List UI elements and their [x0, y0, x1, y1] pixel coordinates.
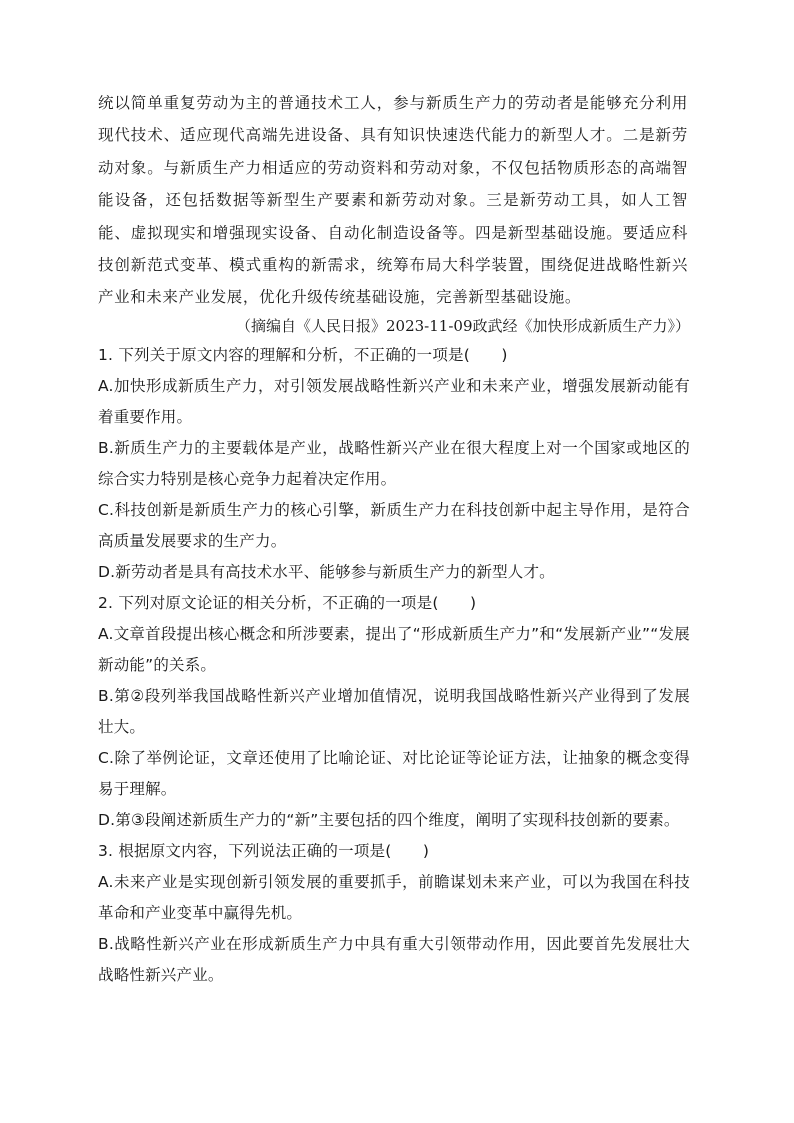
question-list [98, 340, 690, 991]
option-d: D.新劳动者是具有高技术水平、能够参与新质生产力的新型人才。 [98, 563, 555, 581]
option-b: B.第②段列举我国战略性新兴产业增加值情况，说明我国战略性新兴产业得到了发展壮大。 [98, 687, 690, 736]
option-a: A.加快形成新质生产力，对引领发展战略性新兴产业和未来产业，增强发展新动能有着重要作用。 [98, 377, 690, 426]
option-b: B.战略性新兴产业在形成新质生产力中具有重大引领带动作用，因此要首先发展壮大战略性新兴产业。 [98, 935, 690, 984]
option-d: D.第③段阐述新质生产力的“新”主要包括的四个维度，阐明了实现科技创新的要素。 [98, 811, 680, 829]
question-3 [98, 836, 690, 991]
question-stem: 2. 下列对原文论证的相关分析，不正确的一项是( ) [98, 594, 477, 612]
option-b: B.新质生产力的主要载体是产业，战略性新兴产业在很大程度上对一个国家或地区的综合实力特别是核心竞争力起着决定作用。 [98, 439, 690, 488]
question-stem: 1. 下列关于原文内容的理解和分析，不正确的一项是( ) [98, 346, 508, 364]
question-stem: 3. 根据原文内容，下列说法正确的一项是( ) [98, 842, 430, 860]
option-a: A.文章首段提出核心概念和所涉要素，提出了“形成新质生产力”和“发展新产业”“发展新动能”的关系。 [98, 625, 690, 674]
passage-source: （摘编自《人民日报》2023-11-09政武经《加快形成新质生产力》） [236, 317, 690, 335]
question-2 [98, 588, 690, 836]
passage-paragraph: 统以简单重复劳动为主的普通技术工人，参与新质生产力的劳动者是能够充分利用现代技术、适应现代高端先进设备、具有知识快速迭代能力的新型人才。二是新劳动对象。与新质生产力相适应的劳动资料和劳动对象，不仅包括物质形态的高端智能设备，还包括数据等新型生产要素和新劳动对象。三是新劳动工具，如人工智能、虚拟现实和增强现实设备、自动化制造设备等。四是新型基础设施。要适应科技创新范式变革、模式重构的新需求，统筹布局大科学装置，围绕促进战略性新兴产业和未来产业发展，优化升级传统基础设施，完善新型基础设施。 [98, 94, 688, 307]
question-1 [98, 340, 690, 588]
option-c: C.科技创新是新质生产力的核心引擎，新质生产力在科技创新中起主导作用，是符合高质量发展要求的生产力。 [98, 501, 690, 550]
option-a: A.未来产业是实现创新引领发展的重要抓手，前瞻谋划未来产业，可以为我国在科技革命和产业变革中赢得先机。 [98, 873, 690, 922]
option-c: C.除了举例论证，文章还使用了比喻论证、对比论证等论证方法，让抽象的概念变得易于理解。 [98, 749, 690, 798]
